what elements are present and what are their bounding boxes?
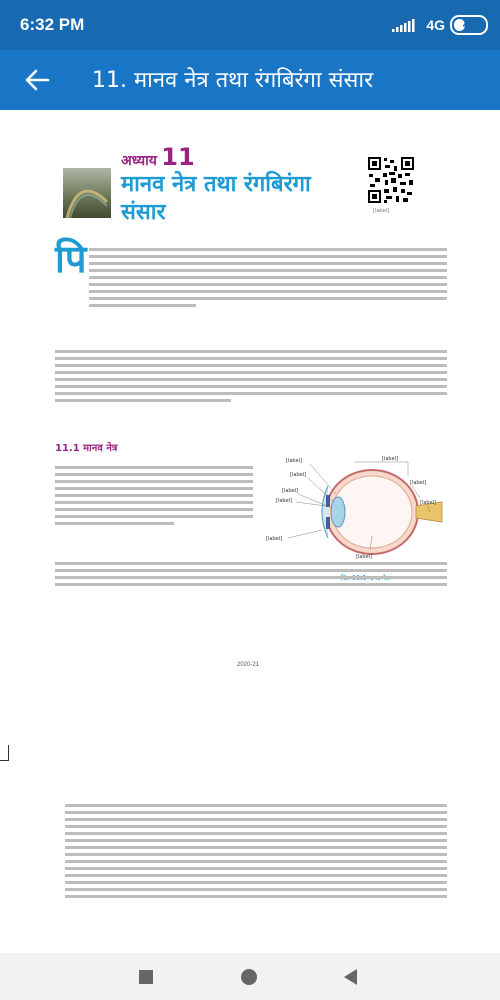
- book-page-next: [55, 800, 447, 950]
- section-heading: 11.1 मानव नेत्र: [55, 443, 118, 454]
- drop-cap: पि: [55, 236, 87, 281]
- intro-paragraph-2: [55, 346, 447, 405]
- status-time: 6:32 PM: [20, 15, 85, 34]
- book-page: [55, 128, 447, 693]
- chapter-number: अध्याय 11: [121, 143, 195, 171]
- label-retina: [label]: [382, 456, 398, 462]
- chapter-header: [55, 138, 447, 238]
- qr-code: [367, 156, 415, 204]
- label-aqueous: [label]: [356, 554, 372, 560]
- status-bar: [0, 0, 500, 50]
- app-bar: [0, 50, 500, 110]
- home-icon[interactable]: [239, 967, 259, 987]
- app-title: 11. मानव नेत्र तथा रंगबिरंगा संसार: [92, 68, 374, 93]
- label-optic-nerve: [label]: [420, 500, 436, 506]
- signal-icon: [392, 18, 420, 32]
- label-lens: [label]: [290, 472, 306, 478]
- next-page-paragraph: [65, 800, 447, 901]
- rainbow-photo: [63, 168, 111, 218]
- status-icons: [392, 14, 488, 36]
- continued-paragraph: [55, 558, 447, 589]
- battery-percent: 41: [462, 19, 476, 31]
- recent-apps-icon[interactable]: [136, 967, 156, 987]
- label-ciliary: [label]: [286, 458, 302, 464]
- page-number: 2020-21: [237, 662, 260, 668]
- label-cornea: [label]: [266, 536, 282, 542]
- network-type: 4G: [426, 17, 445, 33]
- chapter-title: मानव नेत्र तथा रंगबिरंगा संसार: [121, 171, 311, 225]
- eye-diagram: [260, 446, 447, 566]
- label-pupil: [label]: [276, 498, 292, 504]
- crop-mark: [0, 745, 9, 761]
- battery-icon: [450, 15, 488, 35]
- label-vitreous: [label]: [410, 480, 426, 486]
- navigation-bar: [0, 953, 500, 1000]
- label-iris: [label]: [282, 488, 298, 494]
- intro-paragraph: [89, 244, 447, 310]
- back-triangle-icon[interactable]: [341, 967, 361, 987]
- qr-caption: [label]: [373, 208, 389, 214]
- back-arrow-icon[interactable]: [24, 68, 50, 92]
- section-paragraph: [55, 462, 253, 528]
